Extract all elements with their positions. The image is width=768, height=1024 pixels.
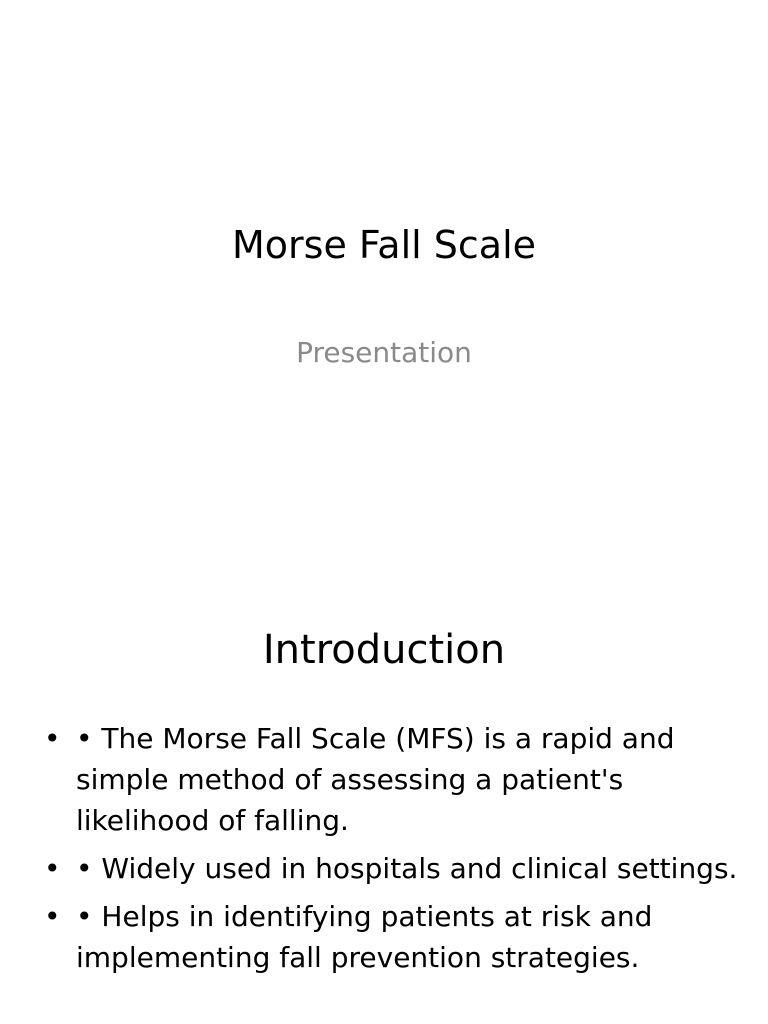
list-item [0, 718, 740, 841]
bullet-dot-icon: • [44, 900, 61, 933]
slide-title: Morse Fall Scale [232, 223, 536, 267]
list-item [0, 848, 740, 889]
intro-heading: Introduction [262, 627, 506, 673]
slide-subtitle: Presentation [296, 336, 472, 369]
bullet-list [0, 718, 740, 985]
bullet-text: • The Morse Fall Scale (MFS) is a rapid and simple method of assessing a patient's likelihood of falling. [76, 722, 675, 837]
bullet-text: • Helps in identifying patients at risk and implementing fall prevention strategies. [76, 900, 653, 974]
bullet-text: • Widely used in hospitals and clinical settings. [76, 852, 738, 885]
introduction-slide [0, 576, 768, 1024]
list-item [0, 896, 740, 978]
bullet-dot-icon: • [44, 852, 61, 885]
bullet-dot-icon: • [44, 722, 61, 755]
